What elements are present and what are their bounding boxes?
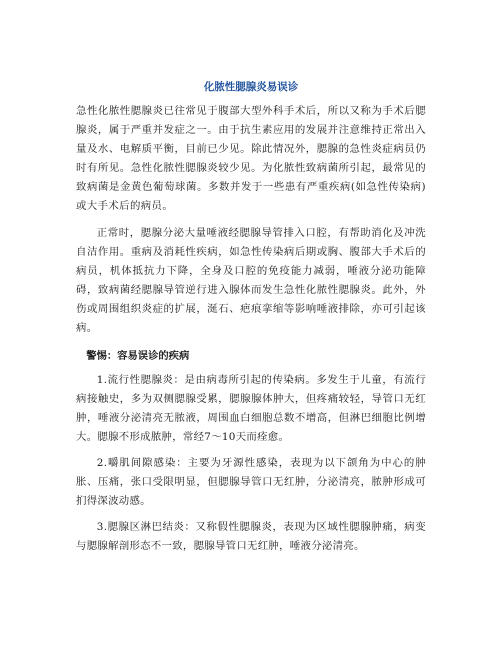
- list-item: 1.流行性腮腺炎：是由病毒所引起的传染病。多发生于儿童，有流行病接触史，多为双侧腮腺受累，腮腺腺体肿大，但疼痛较轻，导管口无红肿，唾液分泌清亮无脓液，周围血白细胞总数不增高，但淋巴细胞比例增大。腮腺不形成脓肿，常经7～10天而痊愈。: [76, 374, 426, 443]
- list-item: 2.嚼肌间隙感染：主要为牙源性感染，表现为以下颌角为中心的肿胀、压痛，张口受限明显，但腮腺导管口无红肿，分泌清亮，脓肿形成可扪得深波动感。: [76, 457, 426, 507]
- document-title: 化脓性腮腺炎易误诊: [203, 81, 299, 93]
- mechanism-paragraph: 正常时，腮腺分泌大量唾液经腮腺导管排入口腔，有帮助消化及冲洗自洁作用。重病及消耗性疾病，如急性传染病后期或胸、腹部大手术后的病员，机体抵抗力下降，全身及口腔的免疫能力减弱，唾液分泌功能障碍，致病菌经腮腺导管逆行进入腺体而发生急性化脓性腮腺炎。此外，外伤或周围组织炎症的扩展，涎石、疤痕挛缩等影响唾液排除，亦可引起该病。: [76, 227, 426, 334]
- intro-paragraph: 急性化脓性腮腺炎已往常见于腹部大型外科手术后，所以又称为手术后腮腺炎，属于严重并发症之一。由于抗生素应用的发展并注意维持正常出入量及水、电解质平衡，目前已少见。除此情况外，腮腺的急性炎症病员仍时有所见。急性化脓性腮腺炎较少见。为化脓性致病菌所引起，最常见的致病菌是金黄色葡萄球菌。多数并发于一些患有严重疾病(如急性传染病)或大手术后的病员。: [76, 105, 426, 212]
- section-heading: 警惕：容易误诊的疾病: [86, 350, 190, 362]
- list-item: 3.腮腺区淋巴结炎：又称假性腮腺炎，表现为区域性腮腺肿痛，病变与腮腺解剖形态不一致，腮腺导管口无红肿，唾液分泌清亮。: [76, 521, 426, 552]
